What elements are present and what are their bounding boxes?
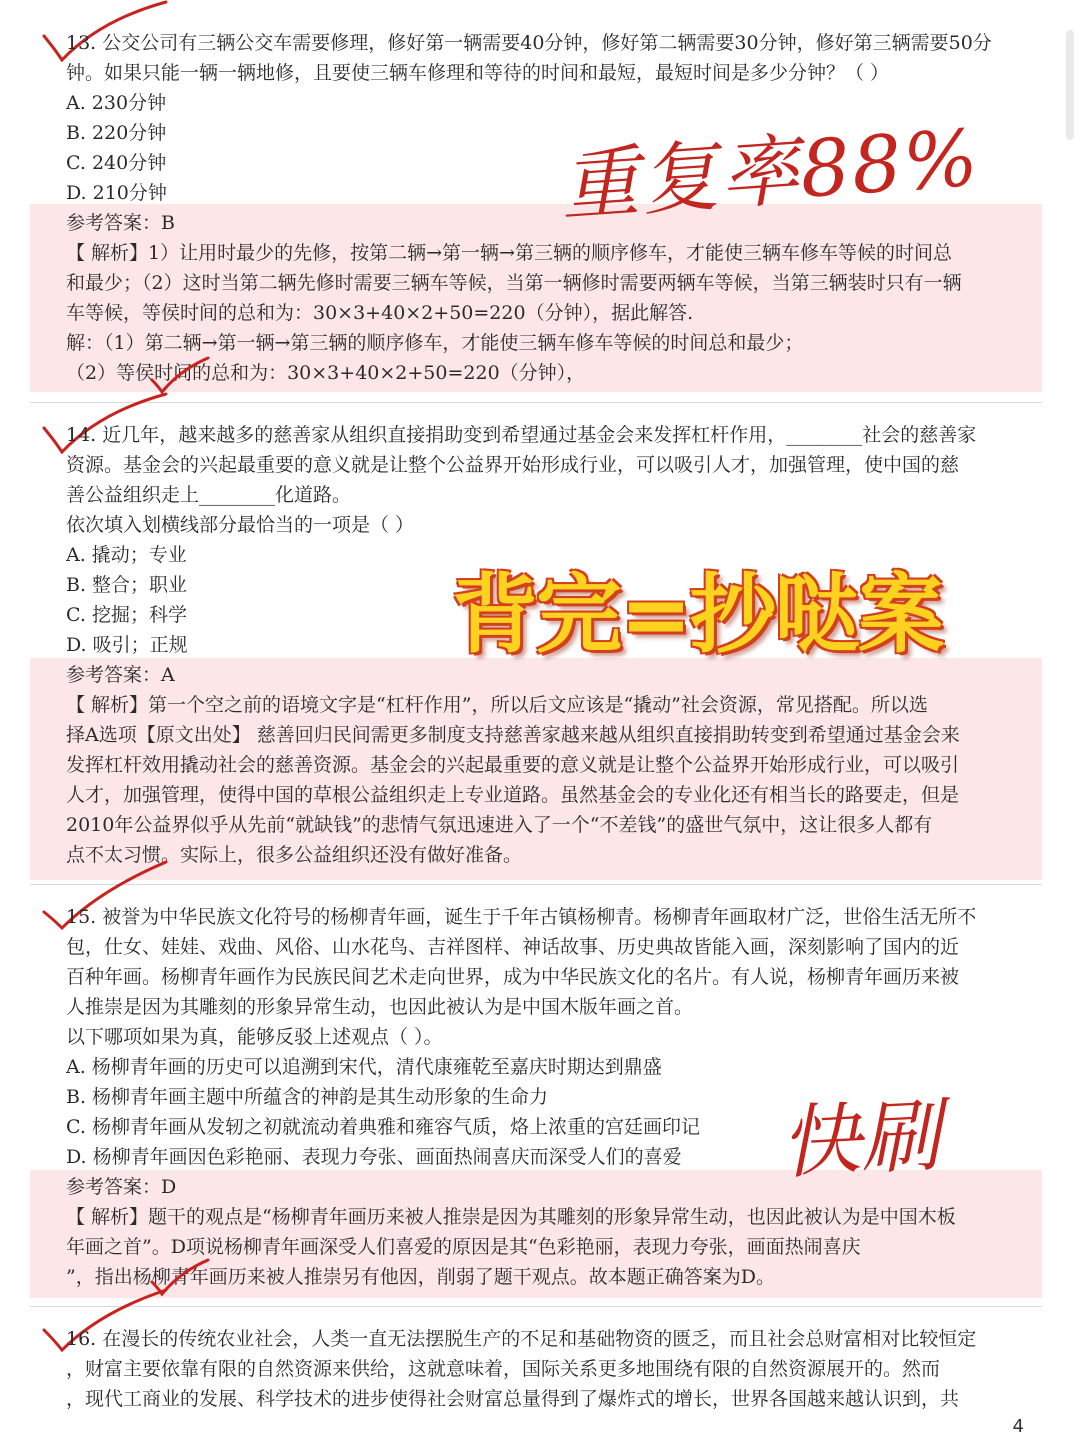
q14-stem-line: 资源。基金会的兴起最重要的意义就是让整个公益界开始形成行业，可以吸引人才，加强管理，使中国的慈	[66, 454, 960, 476]
q13-stem-line: 13. 公交公司有三辆公交车需要修理，修好第一辆需要40分钟，修好第二辆需要30分钟，修好第三辆需要50分	[66, 32, 992, 54]
q16-stem-line: 16. 在漫长的传统农业社会，人类一直无法摆脱生产的不足和基础物资的匮乏，而且社会总财富相对比较恒定	[66, 1328, 977, 1350]
q13-analysis-line: （2）等侯时间的总和为：30×3+40×2+50=220（分钟），	[66, 362, 586, 384]
q14-analysis-line: 【 解析】第一个空之前的语境文字是“杠杆作用”，所以后文应该是“撬动”社会资源，常见搭配。所以选	[66, 694, 928, 716]
q13-analysis-line: 和最少；（2）这时当第二辆先修时需要三辆车等候，当第一辆修时需要两辆车等候，当第三辆装时只有一辆	[66, 272, 962, 294]
handwritten-quick-label: 快刷	[778, 1088, 943, 1191]
q15-analysis-line: 【 解析】题干的观点是“杨柳青年画历来被人推崇是因为其雕刻的形象异常生动，也因此被认为是中国木板	[66, 1206, 956, 1228]
q13-stem-line: 钟。如果只能一辆一辆地修，且要使三辆车修理和等待的时间和最短，最短时间是多少分钟？（ ）	[66, 62, 890, 84]
q15-stem-line: 15. 被誉为中华民族文化符号的杨柳青年画，诞生于千年古镇杨柳青。杨柳青年画取材广泛，世俗生活无所不	[66, 906, 977, 928]
q14-analysis-line: 点不太习惯。实际上，很多公益组织还没有做好准备。	[66, 844, 523, 866]
q15-option-c: C. 杨柳青年画从发轫之初就流动着典雅和雍容气质，烙上浓重的宫廷画印记	[66, 1116, 700, 1138]
question-divider	[30, 1306, 1042, 1307]
q14-option-a: A. 撬动；专业	[66, 544, 187, 566]
q13-option-d: D. 210分钟	[66, 182, 167, 204]
q14-stem-line: 依次填入划横线部分最恰当的一项是（ ）	[66, 514, 415, 536]
q13-analysis-line: 解：（1）第二辆→第一辆→第三辆的顺序修车，才能使三辆车修车等候的时间总和最少；	[66, 332, 804, 354]
question-divider	[30, 402, 1042, 403]
q15-analysis-line: 年画之首”。D项说杨柳青年画深受人们喜爱的原因是其“色彩艳丽，表现力夸张，画面热闹喜庆	[66, 1236, 861, 1258]
q13-answer: 参考答案：B	[66, 212, 175, 234]
q15-stem-line: 百种年画。杨柳青年画作为民族民间艺术走向世界，成为中华民族文化的名片。有人说，杨柳青年画历来被	[66, 966, 960, 988]
q13-option-a: A. 230分钟	[66, 92, 167, 114]
memorize-banner: 背完=抄哒案	[452, 565, 943, 665]
q15-stem-line: 以下哪项如果为真，能够反驳上述观点（ ）。	[66, 1026, 443, 1048]
q16-stem-line: ，现代工商业的发展、科学技术的进步使得社会财富总量得到了爆炸式的增长，世界各国越来越认识到，共	[66, 1388, 960, 1410]
q14-analysis-line: 发挥杠杆效用撬动社会的慈善资源。基金会的兴起最重要的意义就是让整个公益界开始形成行业，可以吸引	[66, 754, 960, 776]
q15-option-a: A. 杨柳青年画的历史可以追溯到宋代，清代康雍乾至嘉庆时期达到鼎盛	[66, 1056, 662, 1078]
q14-answer: 参考答案：A	[66, 664, 175, 686]
handwritten-repeat-rate: 重复率88%	[557, 113, 983, 233]
q16-stem-line: ，财富主要依靠有限的自然资源来供给，这就意味着，国际关系更多地围绕有限的自然资源展开的。然而	[66, 1358, 941, 1380]
q15-option-d: D. 杨柳青年画因色彩艳丽、表现力夸张、画面热闹喜庆而深受人们的喜爱	[66, 1146, 682, 1168]
q14-option-b: B. 整合；职业	[66, 574, 188, 596]
q15-stem-line: 包，仕女、娃娃、戏曲、风俗、山水花鸟、吉祥图样、神话故事、历史典故皆能入画，深刻影响了国内的近	[66, 936, 960, 958]
q15-analysis-line: ”，指出杨柳青年画历来被人推崇另有他因，削弱了题干观点。故本题正确答案为D。	[66, 1266, 775, 1288]
page-number: 4	[1012, 1416, 1024, 1437]
check-mark-icon	[150, 356, 210, 396]
q15-option-b: B. 杨柳青年画主题中所蕴含的神韵是其生动形象的生命力	[66, 1086, 549, 1108]
q13-analysis-line: 【 解析】1）让用时最少的先修，按第二辆→第一辆→第三辆的顺序修车，才能使三辆车修车等候的时间总	[66, 242, 952, 264]
q14-option-d: D. 吸引；正规	[66, 634, 188, 656]
q14-stem-line: 14. 近几年，越来越多的慈善家从组织直接捐助变到希望通过基金会来发挥杠杆作用，________社会的慈善家	[66, 424, 977, 446]
q15-answer: 参考答案：D	[66, 1176, 177, 1198]
q13-analysis-line: 车等候，等侯时间的总和为：30×3+40×2+50=220（分钟），据此解答.	[66, 302, 694, 324]
q15-stem-line: 人推崇是因为其雕刻的形象异常生动，也因此被认为是中国木版年画之首。	[66, 996, 694, 1018]
q14-option-c: C. 挖掘；科学	[66, 604, 187, 626]
q14-analysis-line: 2010年公益界似乎从先前“就缺钱”的悲情气氛迅速进入了一个“不差钱”的盛世气氛中，这让很多人都有	[66, 814, 933, 836]
q14-stem-line: 善公益组织走上________化道路。	[66, 484, 352, 506]
scrollbar[interactable]	[1066, 30, 1074, 140]
q14-analysis-line: 择A选项【原文出处】 慈善回归民间需更多制度支持慈善家越来越从组织直接捐助转变到希望通过基金会来	[66, 724, 960, 746]
q13-option-b: B. 220分钟	[66, 122, 167, 144]
q13-option-c: C. 240分钟	[66, 152, 167, 174]
q14-analysis-line: 人才，加强管理，使得中国的草根公益组织走上专业道路。虽然基金会的专业化还有相当长的路要走，但是	[66, 784, 960, 806]
question-divider	[30, 884, 1042, 885]
